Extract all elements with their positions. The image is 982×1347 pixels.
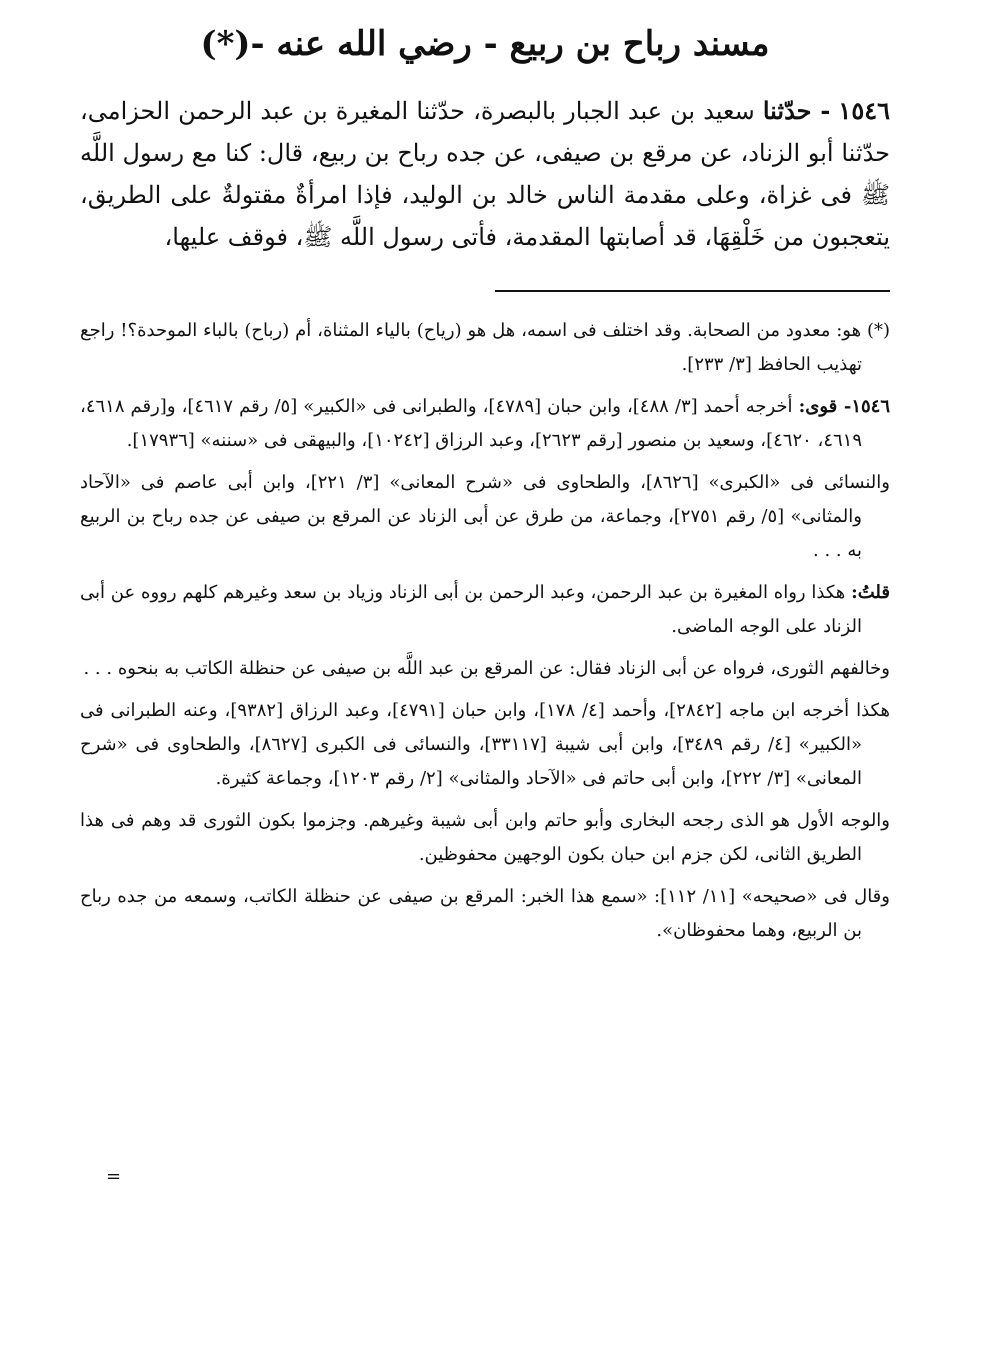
page-title: مسند رباح بن ربيع - رضي الله عنه -(*) — [200, 24, 770, 64]
footnote-paragraph-8-text: وقال فى «صحيحه» [١١/ ١١٢]: «سمع هذا الخبر: المرقع بن صيفى عن حنظلة الكاتب، وسمعه من جده رباح بن الربيع، وهما محفوظان». — [80, 886, 890, 942]
footnote-paragraph-5: وخالفهم الثورى، فرواه عن أبى الزناد فقال: عن المرقع بن عبد اللَّه بن صيفى عن حنظلة الكاتب به بنحوه . . . — [83, 658, 890, 680]
footnote-divider — [495, 290, 890, 292]
footnote-paragraph-3: والنسائى فى «الكبرى» [٨٦٢٦]، والطحاوى فى «شرح المعانى» [٣/ ٢٢١]، وابن أبى عاصم فى «الآحاد والمثانى» [٥/ رقم ٢٧٥١]، وجماعة، من طرق عن أبى الزناد عن المرقع بن صيفى عن جده رباح بن الربيع به . . . — [80, 472, 890, 562]
hadith-lead: - حدّثنا — [762, 96, 831, 126]
footnote-paragraph-4 — [80, 576, 890, 644]
document-page — [80, 22, 890, 1347]
hadith-body: سعيد بن عبد الجبار بالبصرة، حدّثنا المغيرة بن عبد الرحمن الحزامى، حدّثنا أبو الزناد، عن مرقع بن صيفى، عن جده رباح بن ربيع، قال: كنا مع رسول اللَّه ﷺ فى غزاة، وعلى مقدمة الناس خالد بن الوليد، فإذا امرأةٌ مقتولةٌ على الطريق، يتعجبون من خَلْقِهَا، قد أصابتها المقدمة، فأتى رسول اللَّه ﷺ، فوقف عليها، — [80, 97, 890, 252]
hadith-text — [80, 90, 890, 258]
footnote-star: (*) هو: معدود من الصحابة. وقد اختلف فى اسمه، هل هو (رياح) بالياء المثناة، أم (رباح) بالباء الموحدة؟! راجع تهذيب الحافظ [٣/ ٢٣٣]. — [80, 320, 890, 376]
qultu-lead: قلتُ: — [851, 582, 890, 604]
qultu-text: هكذا رواه المغيرة بن عبد الرحمن، وعبد الرحمن بن أبى الزناد وزياد بن سعد وغيرهم كلهم رووه عن أبى الزناد على الوجه الماضى. — [80, 582, 862, 638]
grading-number: ١٥٤٦- قوى: — [798, 396, 890, 418]
footnote-paragraph-8 — [80, 880, 890, 948]
footnotes — [80, 314, 890, 948]
footnote-paragraph-6: هكذا أخرجه ابن ماجه [٢٨٤٢]، وأحمد [٤/ ١٧٨]، وابن حبان [٤٧٩١]، وعبد الرزاق [٩٣٨٢]، وعنه الطبرانى فى «الكبير» [٤/ رقم ٣٤٨٩]، وابن أبى شيبة [٣٣١١٧]، والنسائى فى الكبرى [٨٦٢٧]، والطحاوى فى «شرح المعانى» [٣/ ٢٢٢]، وابن أبى حاتم فى «الآحاد والمثانى» [٢/ رقم ١٢٠٣]، وجماعة كثيرة. — [80, 700, 890, 790]
grading-text: أخرجه أحمد [٣/ ٤٨٨]، وابن حبان [٤٧٨٩]، والطبرانى فى «الكبير» [٥/ رقم ٤٦١٧]، و[رقم ٤٦١٨، ٤٦١٩، ٤٦٢٠]، وسعيد بن منصور [رقم ٢٦٢٣]، وعبد الرزاق [١٠٢٤٢]، والبيهقى فى «سننه» [١٧٩٣٦]. — [80, 396, 862, 452]
footnote-divider-wrap — [80, 274, 890, 292]
footnote-grading — [80, 390, 890, 458]
footnote-paragraph-7: والوجه الأول هو الذى رجحه البخارى وأبو حاتم وابن أبى شيبة وغيرهم. وجزموا بكون الثورى قد وهم فى هذا الطريق الثانى، لكن جزم ابن حبان بكون الوجهين محفوظين. — [80, 810, 890, 866]
continuation-mark: = — [106, 1166, 122, 1187]
hadith-number: ١٥٤٦ — [838, 96, 890, 126]
